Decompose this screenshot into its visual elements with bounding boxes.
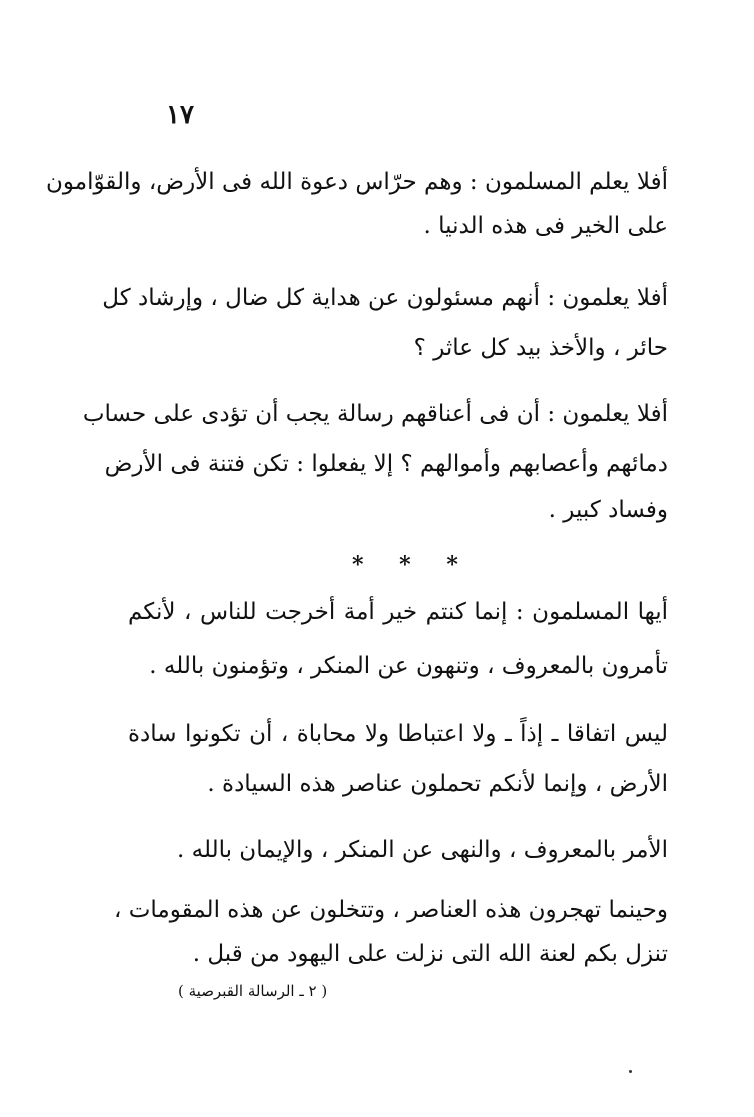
text-line: تنزل بكم لعنة الله التى نزلت على اليهود من قبل .	[192, 941, 668, 967]
text-line: أفلا يعلمون : أنهم مسئولون عن هداية كل ضال ، وإرشاد كل	[102, 285, 668, 311]
text-line: أفلا يعلمون : أن فى أعناقهم رسالة يجب أن تؤدى على حساب	[82, 401, 668, 427]
text-line: دمائهم وأعصابهم وأموالهم ؟ إلا يفعلوا : تكن فتنة فى الأرض	[104, 451, 668, 477]
section-separator: * * *	[352, 552, 472, 578]
text-line: ليس اتفاقا ـ إذاً ـ ولا اعتباطا ولا محاباة ، أن تكونوا سادة	[128, 721, 668, 747]
stray-mark	[629, 1070, 632, 1073]
text-line: الأرض ، وإنما لأنكم تحملون عناصر هذه السيادة .	[207, 771, 668, 797]
footer-note: ( ٢ ـ الرسالة القبرصية )	[178, 982, 328, 1000]
page-number: ١٧	[166, 100, 194, 130]
text-line: أفلا يعلم المسلمون : وهم حرّاس دعوة الله فى الأرض، والقوّامون	[46, 169, 668, 195]
text-line: على الخير فى هذه الدنيا .	[423, 213, 668, 239]
text-line: تأمرون بالمعروف ، وتنهون عن المنكر ، وتؤمنون بالله .	[149, 653, 668, 679]
text-line: أيها المسلمون : إنما كنتم خير أمة أخرجت للناس ، لأنكم	[128, 599, 668, 625]
text-line: وفساد كبير .	[548, 497, 668, 523]
text-line: الأمر بالمعروف ، والنهى عن المنكر ، والإيمان بالله .	[177, 837, 668, 863]
text-line: حائر ، والأخذ بيد كل عاثر ؟	[413, 335, 668, 361]
text-line: وحينما تهجرون هذه العناصر ، وتتخلون عن هذه المقومات ،	[114, 897, 668, 923]
